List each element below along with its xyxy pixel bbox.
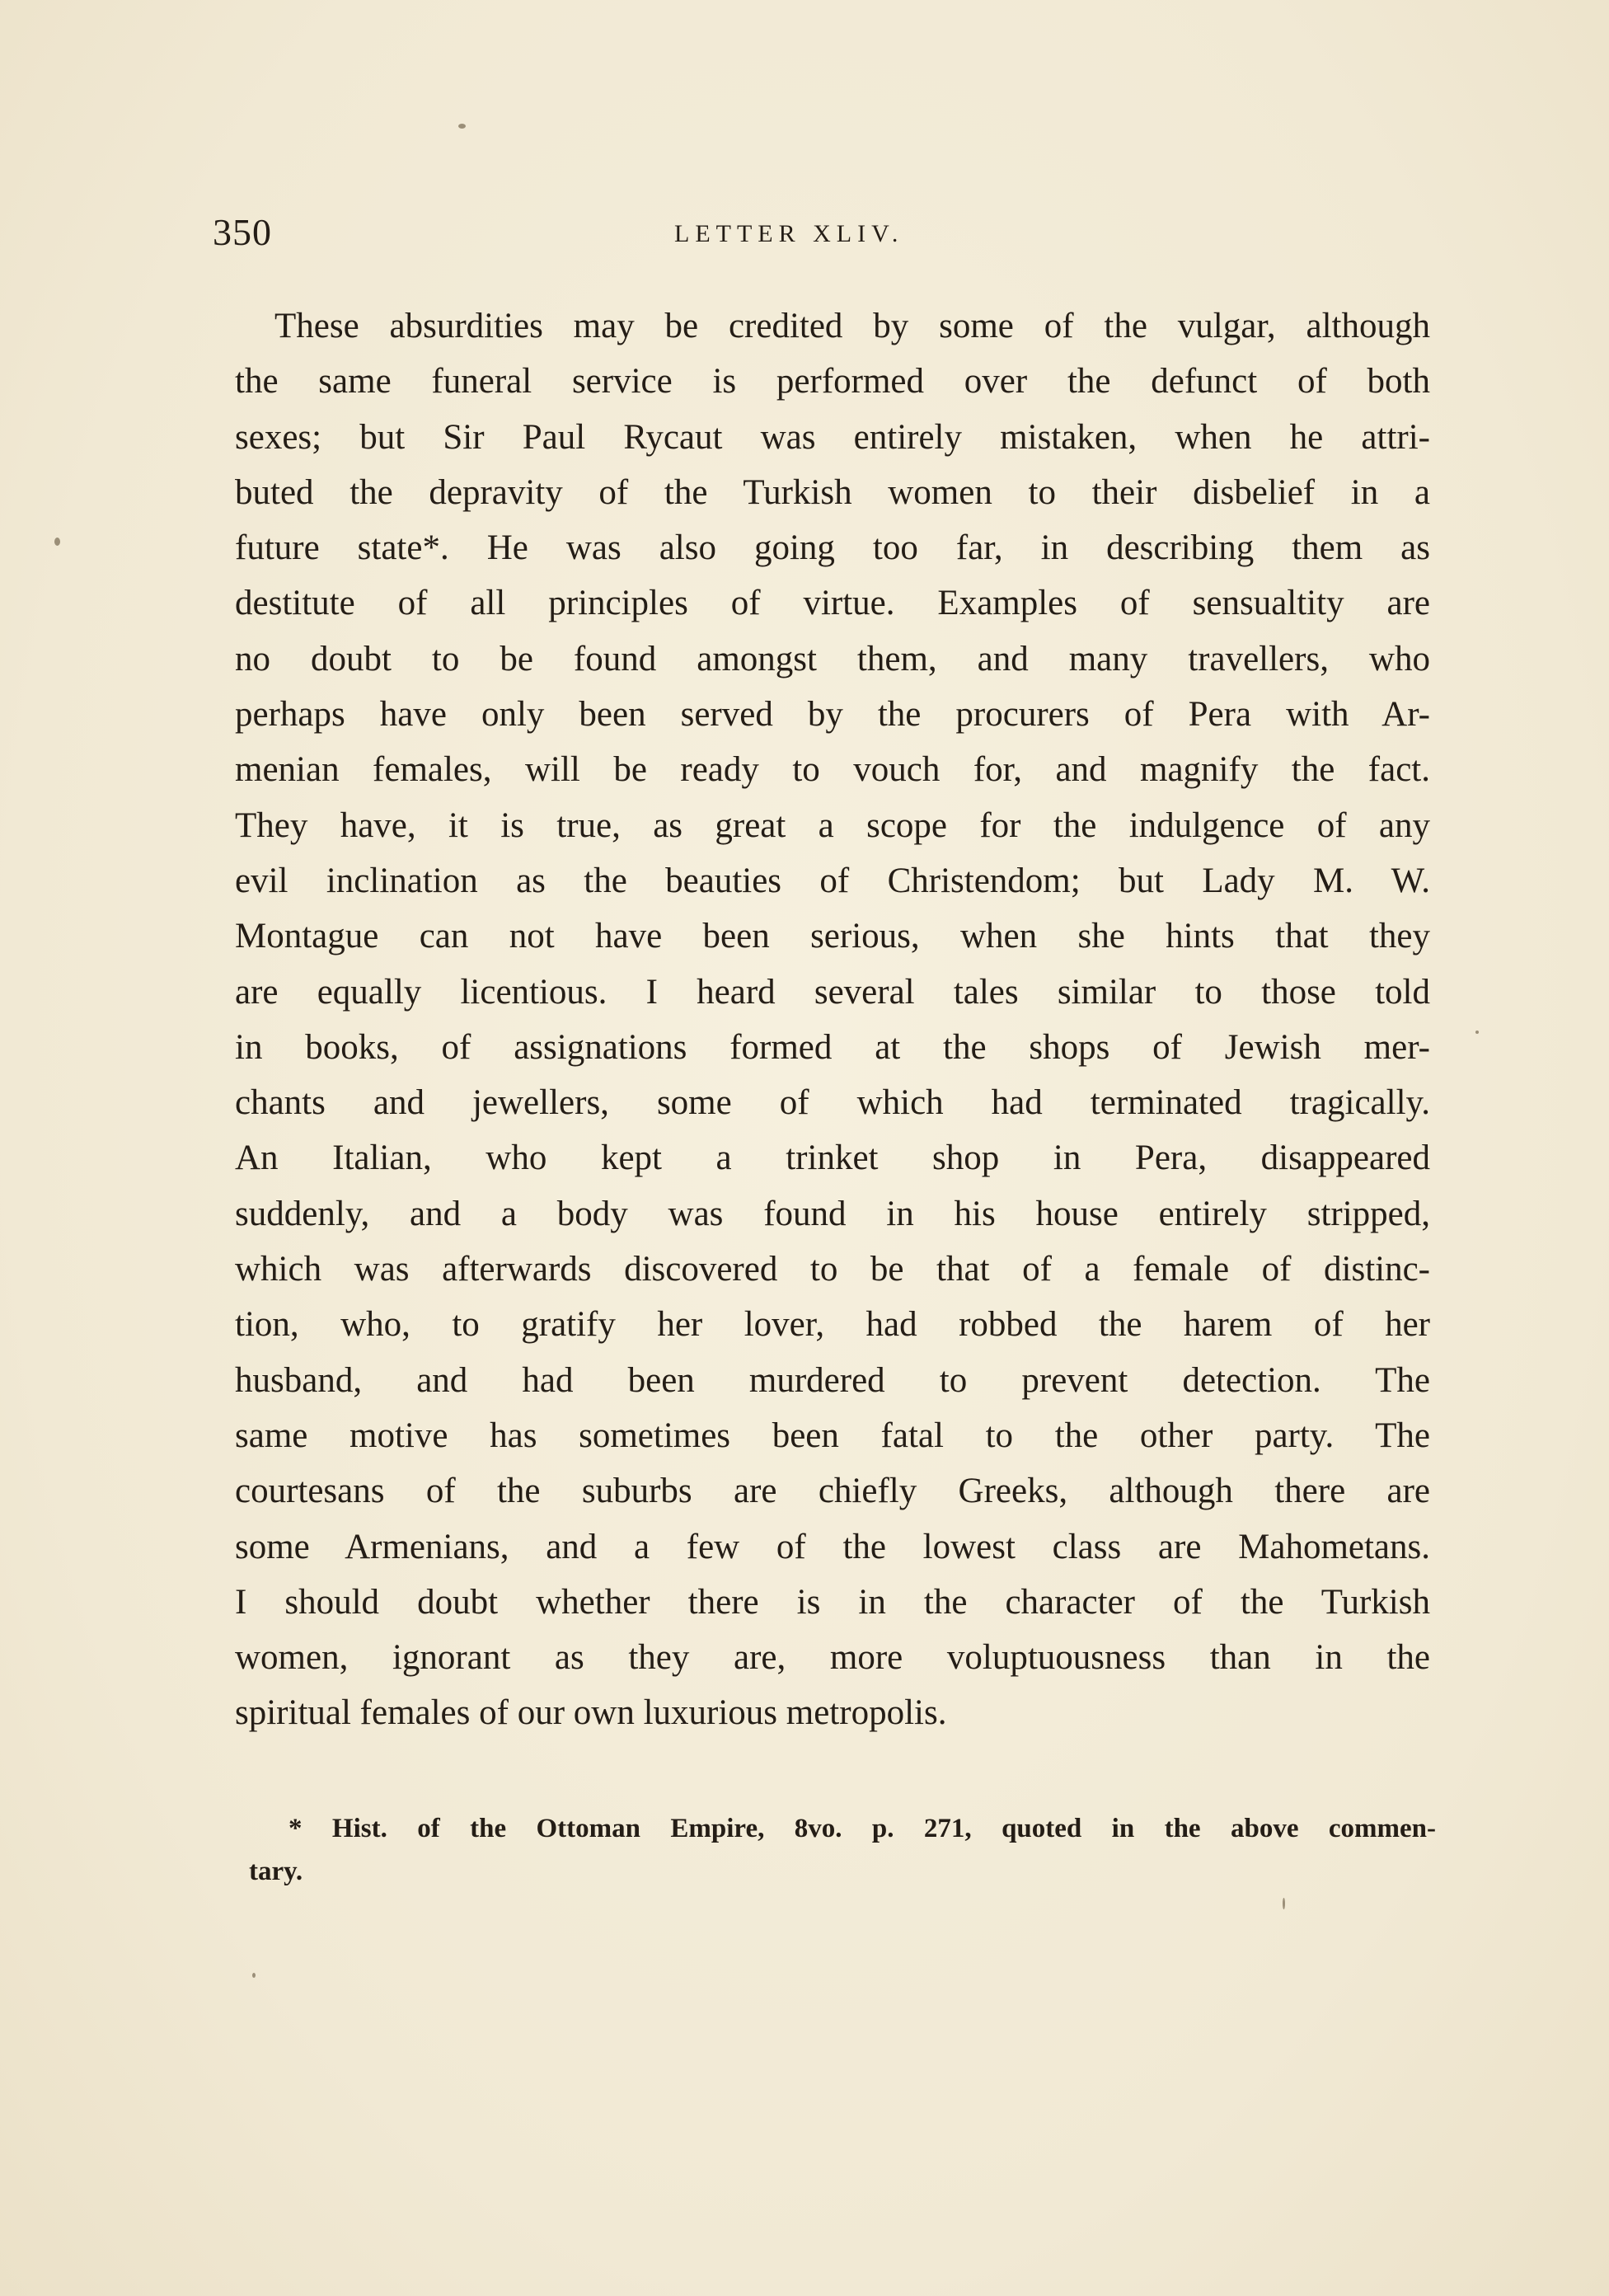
page-header <box>213 210 1433 260</box>
text-line: in books, of assignations formed at the shops of Jewish mer- <box>235 1027 1430 1067</box>
text-line: I should doubt whether there is in the character of the Turkish <box>235 1582 1430 1622</box>
text-line: no doubt to be found amongst them, and many travellers, who <box>235 639 1430 678</box>
text-line: future state*. He was also going too far, in describing them as <box>235 528 1430 568</box>
footnote-line: * Hist. of the Ottoman Empire, 8vo. p. 271, quoted in the above commen- <box>288 1814 1436 1843</box>
text-line: These absurdities may be credited by some of the vulgar, although <box>274 307 1430 345</box>
text-line: perhaps have only been served by the procurers of Pera with Ar- <box>235 695 1430 735</box>
text-line: same motive has sometimes been fatal to the other party. The <box>235 1416 1430 1455</box>
main-text <box>235 298 1430 1741</box>
text-line: tion, who, to gratify her lover, had robbed the harem of her <box>235 1305 1430 1345</box>
text-line: husband, and had been murdered to prevent detection. The <box>235 1360 1430 1400</box>
text-line: Montague can not have been serious, when she hints that they <box>235 917 1430 956</box>
footnote <box>216 1807 1436 1893</box>
text-line: courtesans of the suburbs are chiefly Greeks, although there are <box>235 1472 1430 1511</box>
text-line: buted the depravity of the Turkish women to their disbelief in a <box>235 472 1430 512</box>
running-head: LETTER XLIV. <box>674 220 904 247</box>
text-line: women, ignorant as they are, more voluptuousness than in the <box>235 1638 1430 1678</box>
footnote-line: tary. <box>249 1857 303 1886</box>
paper-speck <box>1283 1898 1285 1909</box>
text-line: which was afterwards discovered to be that of a female of distinc- <box>235 1250 1430 1289</box>
text-line: An Italian, who kept a trinket shop in Pera, disappeared <box>235 1139 1430 1178</box>
text-line: some Armenians, and a few of the lowest class are Mahometans. <box>235 1527 1430 1566</box>
text-line: evil inclination as the beauties of Christendom; but Lady M. W. <box>235 861 1430 900</box>
text-line: are equally licentious. I heard several tales similar to those told <box>235 972 1430 1012</box>
paper-speck <box>1475 1031 1479 1034</box>
paper-speck <box>54 538 60 546</box>
text-line: chants and jewellers, some of which had terminated tragically. <box>235 1083 1430 1123</box>
text-line: spiritual females of our own luxurious metropolis. <box>235 1693 947 1733</box>
paper-speck <box>458 124 466 129</box>
paper-speck <box>252 1973 256 1978</box>
text-line: destitute of all principles of virtue. Examples of sensualtity are <box>235 584 1430 623</box>
page-number: 350 <box>213 211 272 253</box>
text-line: They have, it is true, as great a scope for the indulgence of any <box>235 805 1430 845</box>
text-line: suddenly, and a body was found in his house entirely stripped, <box>235 1194 1430 1233</box>
text-line: menian females, will be ready to vouch for, and magnify the fact. <box>235 750 1430 790</box>
text-line: sexes; but Sir Paul Rycaut was entirely mistaken, when he attri- <box>235 417 1430 457</box>
text-line: the same funeral service is performed over the defunct of both <box>235 362 1430 401</box>
